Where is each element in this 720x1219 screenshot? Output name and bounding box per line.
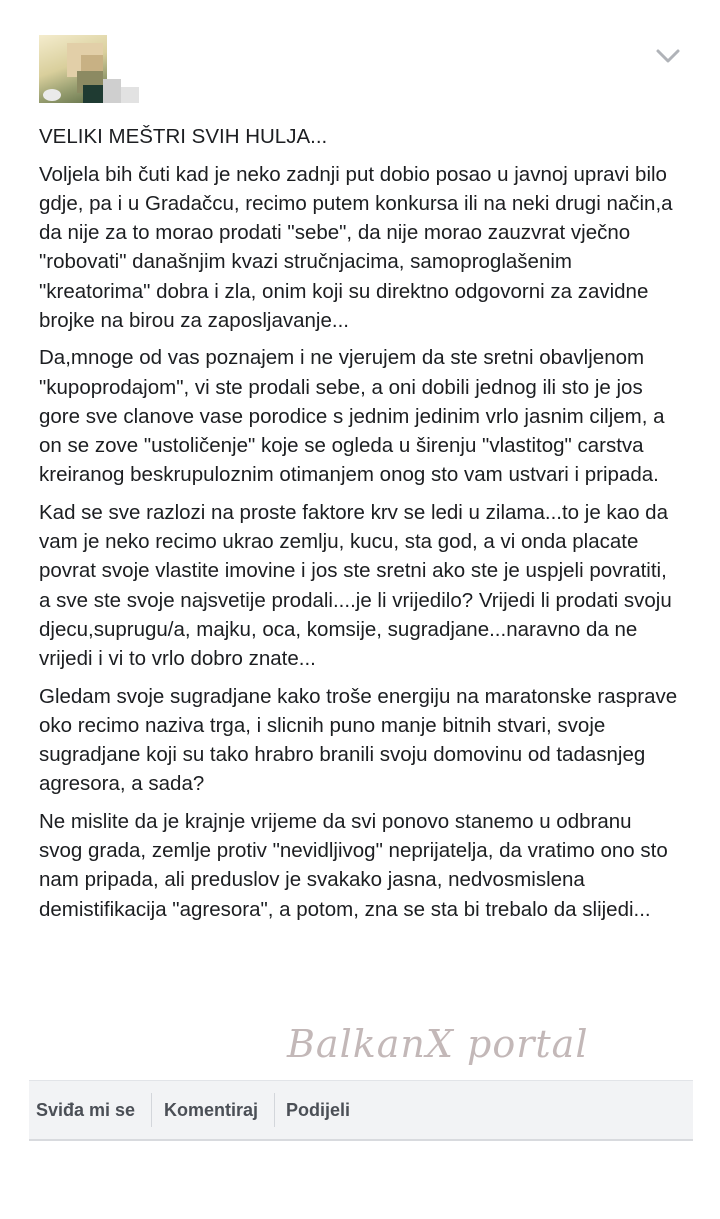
post-paragraph: Voljela bih čuti kad je neko zadnji put dobio posao u javnoj upravi bilo gdje, pa i u Gradačcu, recimo putem konkursa ili na neki drugi način,a da nije za to morao prodati "sebe", da nije morao zauzvrat vječno "robovati" današnjim kvazi stručnjacima, samoproglašenim "kreatorima" dobra i zla, onim koji su direktno odgovorni za zavidne brojke na birou za zaposljavanje... xyxy=(39,162,673,332)
post-paragraph: Da,mnoge od vas poznajem i ne vjerujem da ste sretni obavljenom "kupoprodajom", vi ste prodali sebe, a oni dobili jednog ili sto je jos gore sve clanove vase porodice s jednim jedinim vrlo jasnim ciljem, a on se zove "ustoličenje" koje se ogleda u širenju "vlastitog" carstva kreiranog beskrupuloznim otimanjem onog sto vam ustvari i pripada. xyxy=(39,346,665,487)
avatar[interactable] xyxy=(39,35,139,103)
share-button[interactable]: Podijeli xyxy=(286,1100,351,1120)
post-paragraph: Kad se sve razlozi na proste faktore krv se ledi u zilama...to je kao da vam je neko recimo ukrao zemlju, kucu, sta god, a vi onda placate povrat svoje vlastite imovine i jos ste sretni ako ste je uspjeli povratiti, a sve ste svoje najsvetije prodali....je li vrijedilo? Vrijedi li prodati svoju djecu,suprugu/a, majku, oca, komsije, sugradjane...naravno da ne vrijedi i vi to vrlo dobro znate... xyxy=(39,500,672,670)
post-paragraph: Gledam svoje sugradjane kako troše energiju na maratonske rasprave oko recimo naziva trga, i slicnih puno manje bitnih stvari, svoje sugradjane koji su tako hrabro branili svoju domovinu od tadasnjeg agresora, a sada? xyxy=(39,684,678,796)
action-bar xyxy=(29,1080,693,1141)
post-card xyxy=(29,30,693,1150)
watermark: BalkanX portal xyxy=(287,1022,589,1066)
divider xyxy=(274,1093,275,1127)
chevron-down-icon[interactable] xyxy=(655,46,681,66)
post-body xyxy=(39,122,679,932)
post-paragraph: Ne mislite da je krajnje vrijeme da svi ponovo stanemo u odbranu svog grada, zemlje protiv "nevidljivog" neprijatelja, da vratimo ono sto nam pripada, ali preduslov je svakako jasna, nedvosmislena demistifikacija "agresora", a potom, zna se sta bi trebalo da slijedi... xyxy=(39,809,668,921)
divider xyxy=(151,1093,152,1127)
post-title: VELIKI MEŠTRI SVIH HULJA... xyxy=(39,125,328,148)
comment-button[interactable]: Komentiraj xyxy=(164,1100,259,1120)
like-button[interactable]: Sviđa mi se xyxy=(36,1100,136,1120)
